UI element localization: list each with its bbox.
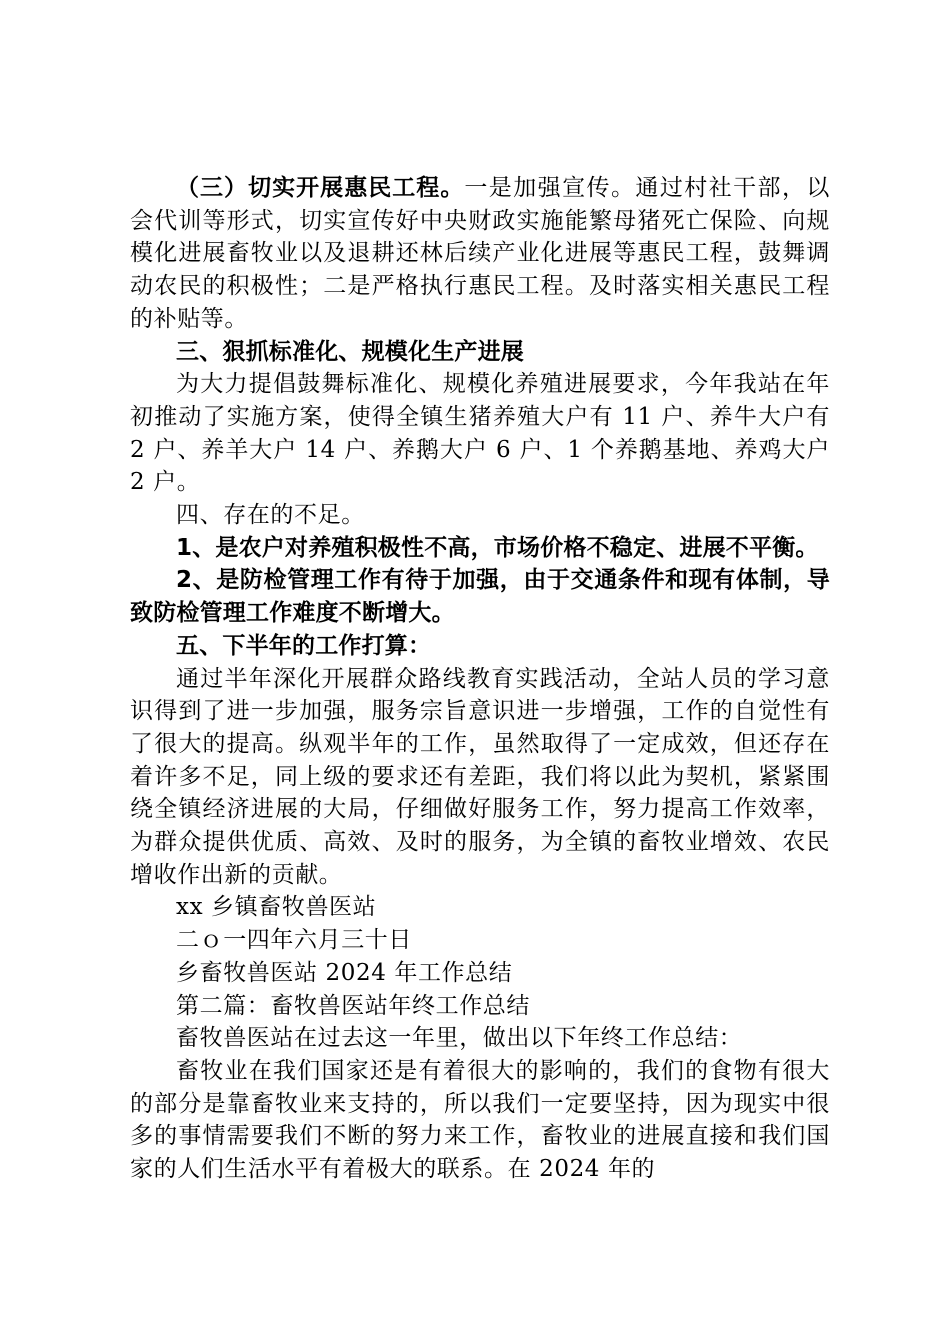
heading-next-half-plan: 五、下半年的工作打算： bbox=[176, 632, 432, 659]
paragraph-benefit-projects bbox=[130, 172, 830, 336]
signature-line: xx 乡镇畜牧兽医站 bbox=[176, 894, 377, 921]
paragraph-text: 一是加强宣传。通过村社干部，以会代训等形式，切实宣传好中央财政实施能繁母猪死亡保险、向规模化进展畜牧业以及退耕还林后续产业化进展等惠民工程，鼓舞调动农民的积极性；二是严格执行惠民工程。及时落实相关惠民工程的补贴等。 bbox=[130, 175, 831, 332]
shortcoming-item-1: 1、是农户对养殖积极性不高，市场价格不稳定、进展不平衡。 bbox=[176, 534, 819, 561]
heading-standardization: 三、狠抓标准化、规模化生产进展 bbox=[176, 338, 524, 365]
part2-title: 第二篇：畜牧兽医站年终工作总结 bbox=[176, 992, 530, 1019]
paragraph-standardization: 为大力提倡鼓舞标准化、规模化养殖进展要求，今年我站在年初推动了实施方案，使得全镇生猪养殖大户有 11 户、养牛大户有 2 户、养羊大户 14 户、养鹅大户 6 户、1 个养鹅基地、养鸡大户 2 户。 bbox=[130, 371, 830, 496]
title-line: 乡畜牧兽医站 2024 年工作总结 bbox=[176, 959, 513, 986]
heading-shortcomings: 四、存在的不足。 bbox=[176, 502, 365, 529]
paragraph-plan: 通过半年深化开展群众路线教育实践活动，全站人员的学习意识得到了进一步加强，服务宗旨意识进一步增强，工作的自觉性有了很大的提高。纵观半年的工作，虽然取得了一定成效，但还存在着许多不足，同上级的要求还有差距，我们将以此为契机，紧紧围绕全镇经济进展的大局，仔细做好服务工作，努力提高工作效率，为群众提供优质、高效、及时的服务，为全镇的畜牧业增效、农民增收作出新的贡献。 bbox=[130, 665, 830, 888]
date-line: 二ｏ一四年六月三十日 bbox=[176, 927, 412, 954]
part2-intro: 畜牧兽医站在过去这一年里，做出以下年终工作总结： bbox=[176, 1025, 743, 1052]
shortcoming-item-2: 2、是防检管理工作有待于加强，由于交通条件和现有体制，导致防检管理工作难度不断增大。 bbox=[130, 567, 830, 627]
section-heading-benefit-projects: （三）切实开展惠民工程。 bbox=[176, 175, 465, 201]
paragraph-livestock: 畜牧业在我们国家还是有着很大的影响的，我们的食物有很大的部分是靠畜牧业来支持的，所以我们一定要坚持，因为现实中很多的事情需要我们不断的努力来工作，畜牧业的进展直接和我们国家的人们生活水平有着极大的联系。在 2024 年的 bbox=[130, 1057, 830, 1183]
document-body bbox=[130, 172, 830, 1186]
